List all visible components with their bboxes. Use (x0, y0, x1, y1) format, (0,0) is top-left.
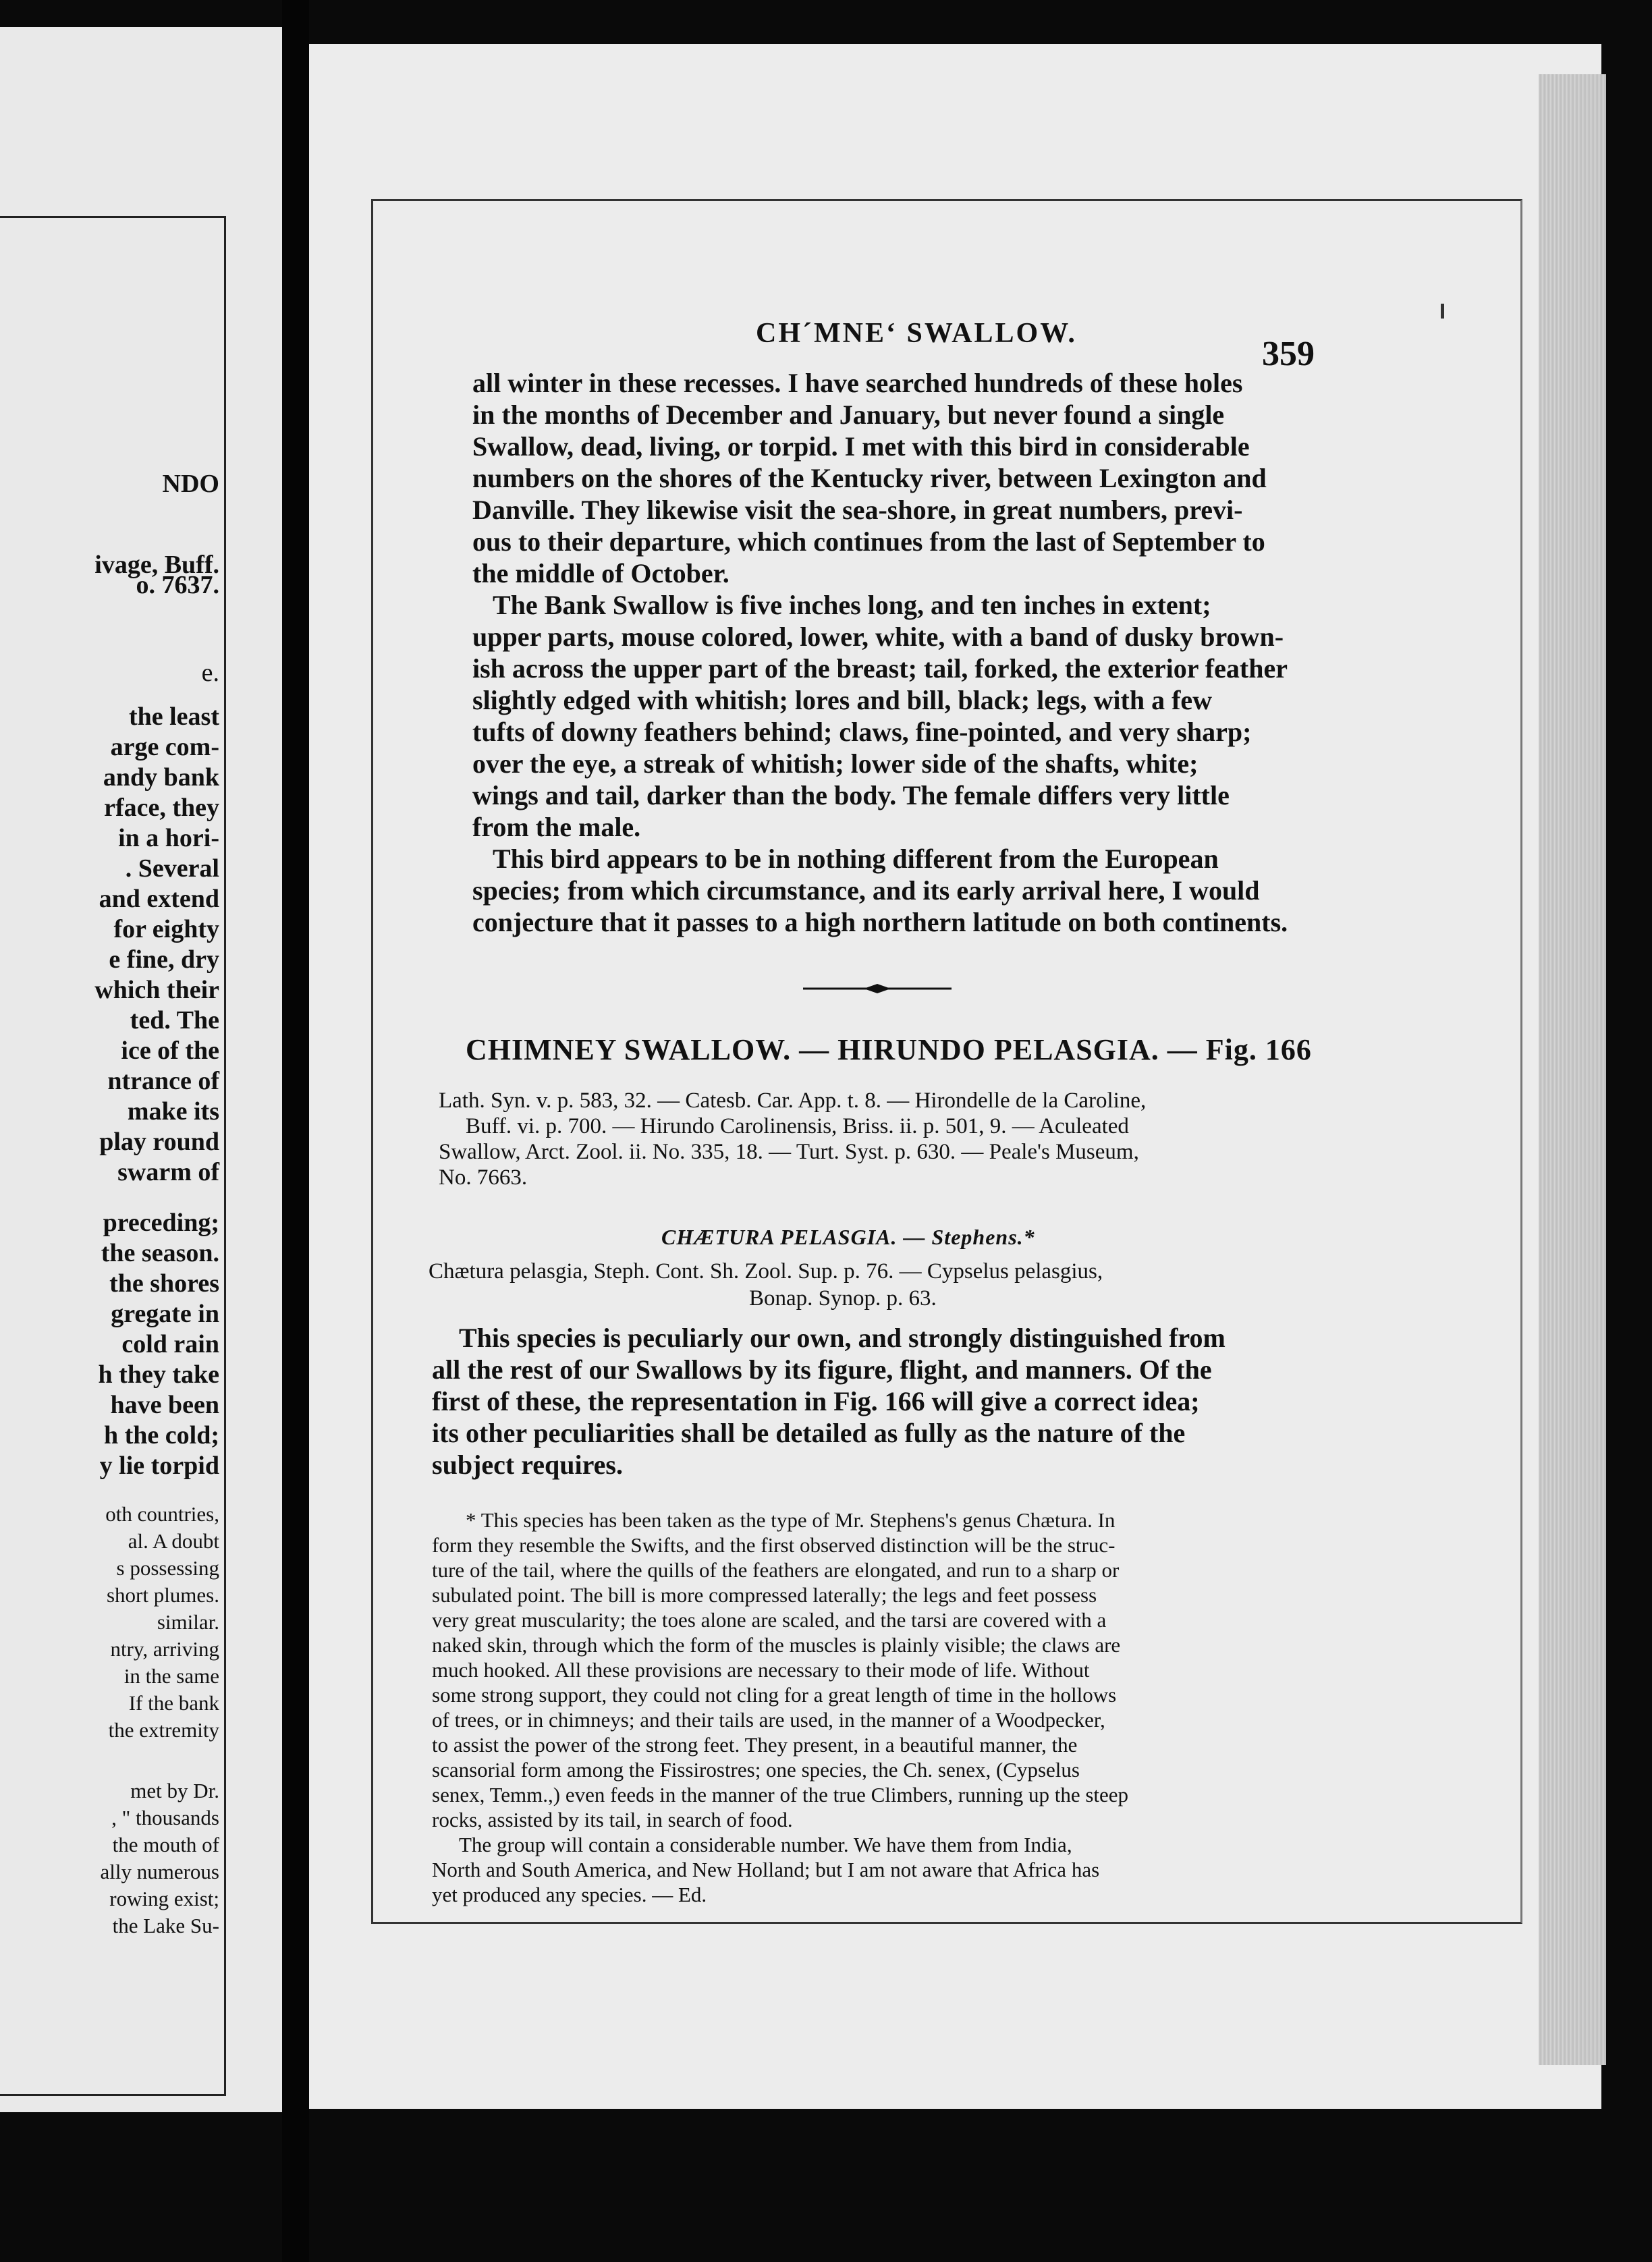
left-page-line: met by Dr. (130, 1779, 219, 1802)
footnote-line: subulated point. The bill is more compressed laterally; the legs and feet possess (432, 1583, 1097, 1607)
body-text-line: ish across the upper part of the breast; tail, forked, the exterior feather (472, 653, 1288, 684)
footnote-line: some strong support, they could not cling for a great length of time in the hollows (432, 1683, 1117, 1707)
synonymy-line: Buff. vi. p. 700. — Hirundo Carolinensis, Briss. ii. p. 501, 9. — Aculeated (466, 1114, 1129, 1138)
body-text-line: numbers on the shores of the Kentucky river, between Lexington and (472, 463, 1267, 493)
body-text-line: in the months of December and January, but never found a single (472, 399, 1225, 430)
body-text-line: Swallow, dead, living, or torpid. I met with this bird in considerable (472, 431, 1250, 462)
body-text-line: wings and tail, darker than the body. The female differs very little (472, 780, 1230, 810)
left-page-line: the least (128, 702, 219, 731)
footnote-line: to assist the power of the strong feet. They present, in a beautiful manner, the (432, 1733, 1078, 1757)
intro-text-line: all the rest of our Swallows by its figure, flight, and manners. Of the (432, 1354, 1212, 1385)
body-text-line: tufts of downy feathers behind; claws, fine-pointed, and very sharp; (472, 717, 1252, 747)
left-page-line: the extremity (108, 1718, 219, 1742)
left-page (0, 27, 282, 2112)
left-page-line: rface, they (104, 794, 219, 822)
margin-mark (1441, 304, 1444, 319)
left-page-line: y lie torpid (99, 1452, 219, 1480)
left-page-line: make its (127, 1097, 219, 1126)
footnote-line: senex, Temm.,) even feeds in the manner of the true Climbers, running up the steep (432, 1783, 1129, 1806)
body-text-line: upper parts, mouse colored, lower, white, with a band of dusky brown- (472, 622, 1284, 652)
footnote-line: The group will contain a considerable number. We have them from India, (459, 1833, 1072, 1856)
left-page-line: andy bank (103, 763, 219, 792)
body-text-line: the middle of October. (472, 558, 729, 588)
left-page-line: short plumes. (106, 1583, 219, 1607)
left-page-line: in the same (123, 1664, 219, 1688)
footnote-line: scansorial form among the Fissirostres; one species, the Ch. senex, (Cypselus (432, 1758, 1080, 1782)
left-page-line: the shores (109, 1269, 219, 1298)
left-page-line: e. (201, 659, 219, 687)
left-page-line: If the bank (128, 1691, 219, 1715)
left-page-line: play round (99, 1128, 219, 1156)
left-page-line: have been (110, 1391, 219, 1419)
body-text-line: This bird appears to be in nothing different from the European (493, 844, 1219, 874)
body-text-line: ous to their departure, which continues from the last of September to (472, 526, 1265, 557)
left-page-line: NDO (162, 470, 219, 498)
book-gutter (282, 0, 309, 2262)
left-page-line: ice of the (121, 1037, 219, 1065)
left-page-line: for eighty (113, 915, 219, 943)
left-page-line: h the cold; (104, 1421, 219, 1450)
footnote-line: of trees, or in chimneys; and their tails are used, in the manner of a Woodpecker, (432, 1708, 1105, 1732)
left-page-line: al. A doubt (128, 1529, 219, 1553)
footnote-line: much hooked. All these provisions are necessary to their mode of life. Without (432, 1658, 1090, 1682)
left-page-line: ntrance of (107, 1067, 219, 1095)
left-page-line: . Several (125, 854, 219, 883)
body-text-line: Danville. They likewise visit the sea-shore, in great numbers, previ- (472, 495, 1243, 525)
footnote-line: form they resemble the Swifts, and the first observed distinction will be the struc- (432, 1533, 1116, 1557)
synonymy-line: No. 7663. (439, 1165, 528, 1190)
footnote-line: ture of the tail, where the quills of the feathers are elongated, and run to a sharp or (432, 1558, 1120, 1582)
left-page-line: preceding; (103, 1209, 219, 1237)
footnote-line: North and South America, and New Holland; but I am not aware that Africa has (432, 1858, 1100, 1881)
left-page-line: in a hori- (118, 824, 219, 852)
body-text-line: The Bank Swallow is five inches long, and ten inches in extent; (493, 590, 1211, 620)
left-page-line: ally numerous (100, 1860, 219, 1883)
footnote-line: very great muscularity; the toes alone are scaled, and the tarsi are covered with a (432, 1608, 1107, 1632)
body-text-line: all winter in these recesses. I have searched hundreds of these holes (472, 368, 1243, 398)
left-page-line: gregate in (111, 1300, 219, 1328)
running-header: CH´MNEʻ SWALLOW. (756, 318, 1077, 349)
footnote-line: * This species has been taken as the type of Mr. Stephens's genus Chætura. In (466, 1508, 1116, 1532)
page-edges (1539, 74, 1606, 2065)
left-page-line: the Lake Su- (112, 1914, 219, 1937)
left-page-line: h they take (98, 1360, 219, 1389)
footnote-line: rocks, assisted by its tail, in search of food. (432, 1808, 793, 1831)
left-page-line: rowing exist; (109, 1887, 219, 1910)
intro-text-line: This species is peculiarly our own, and strongly distinguished from (459, 1323, 1226, 1353)
left-page-line: swarm of (117, 1158, 219, 1186)
left-page-line: similar. (157, 1610, 219, 1634)
body-text-line: over the eye, a streak of whitish; lower side of the shafts, white; (472, 748, 1199, 779)
left-page-line: ted. The (130, 1006, 219, 1035)
section-title: CHIMNEY SWALLOW. — HIRUNDO PELASGIA. — Fig. 166 (466, 1033, 1312, 1066)
page-number: 359 (1262, 335, 1315, 373)
left-page-line: the mouth of (112, 1833, 219, 1856)
left-page-line: , " thousands (111, 1806, 219, 1829)
intro-text-line: subject requires. (432, 1450, 623, 1480)
body-text-line: conjecture that it passes to a high northern latitude on both continents. (472, 907, 1288, 937)
left-page-line: ntry, arriving (110, 1637, 219, 1661)
section-divider-ornament (803, 982, 952, 995)
body-text-line: slightly edged with whitish; lores and bill, black; legs, with a few (472, 685, 1213, 715)
left-page-line: cold rain (121, 1330, 219, 1358)
synonymy-line: Swallow, Arct. Zool. ii. No. 335, 18. — Turt. Syst. p. 630. — Peale's Museum, (439, 1140, 1139, 1164)
left-page-line: and extend (99, 885, 219, 913)
footnote-line: naked skin, through which the form of the muscles is plainly visible; the claws are (432, 1633, 1121, 1657)
left-page-line: oth countries, (105, 1502, 219, 1526)
left-page-line: ivage, Buff. (94, 551, 219, 579)
left-page-line: the season. (101, 1239, 219, 1267)
section-subtitle: CHÆTURA PELASGIA. — Stephens.* (661, 1225, 1035, 1249)
left-page-line: s possessing (116, 1556, 219, 1580)
body-text-line: from the male. (472, 812, 641, 842)
synonymy-line: Bonap. Synop. p. 63. (749, 1286, 937, 1311)
synonymy-line: Lath. Syn. v. p. 583, 32. — Catesb. Car. App. t. 8. — Hirondelle de la Caroline, (439, 1088, 1147, 1113)
left-page-line: o. 7637. (136, 571, 219, 599)
left-page-line: e fine, dry (109, 945, 219, 974)
body-text-line: species; from which circumstance, and its early arrival here, I would (472, 875, 1260, 906)
left-page-line: which their (94, 976, 219, 1004)
intro-text-line: first of these, the representation in Fig. 166 will give a correct idea; (432, 1386, 1200, 1416)
footnote-line: yet produced any species. — Ed. (432, 1883, 707, 1906)
intro-text-line: its other peculiarities shall be detailed as fully as the nature of the (432, 1418, 1186, 1448)
left-page-line: arge com- (110, 733, 219, 761)
synonymy-line: Chætura pelasgia, Steph. Cont. Sh. Zool. Sup. p. 76. — Cypselus pelasgius, (429, 1259, 1103, 1284)
